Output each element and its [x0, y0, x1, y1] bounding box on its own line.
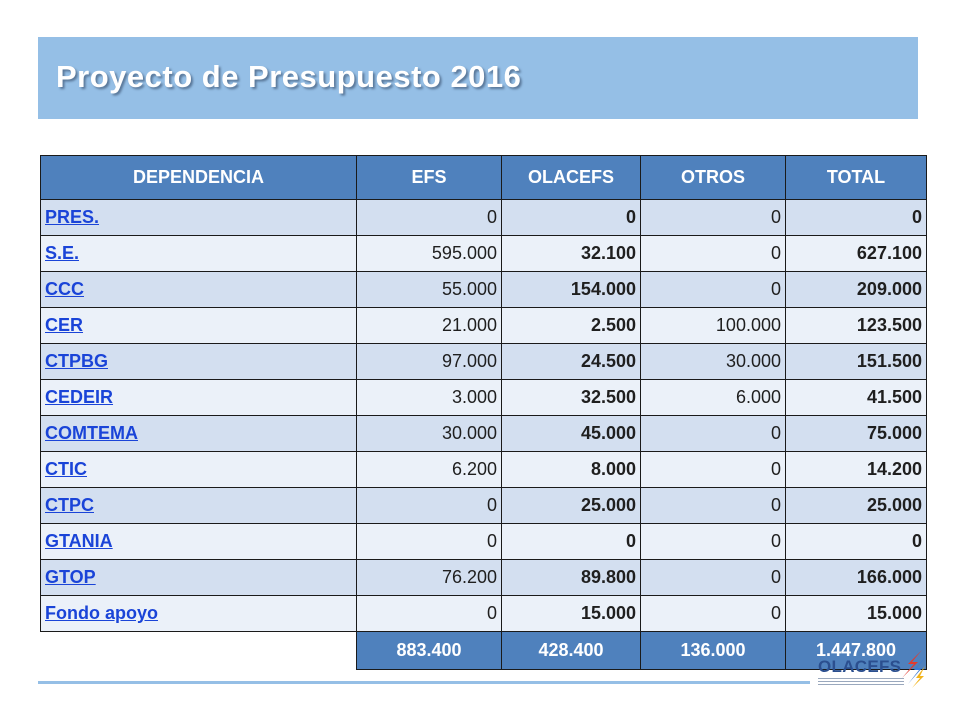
totals-blank-cell: [41, 632, 357, 670]
header-dependencia: DEPENDENCIA: [41, 156, 357, 200]
cell-otros: 100.000: [641, 308, 786, 344]
header-otros: OTROS: [641, 156, 786, 200]
table-row: [41, 380, 927, 416]
cell-efs: 0: [357, 524, 502, 560]
cell-otros: 0: [641, 236, 786, 272]
table-row: [41, 236, 927, 272]
total-otros: 136.000: [641, 632, 786, 670]
dependencia-link[interactable]: CTPBG: [45, 351, 108, 371]
cell-otros: 0: [641, 200, 786, 236]
cell-efs: 6.200: [357, 452, 502, 488]
cell-olacefs: 0: [502, 200, 641, 236]
header-total: TOTAL: [786, 156, 927, 200]
cell-otros: 0: [641, 524, 786, 560]
cell-efs: 21.000: [357, 308, 502, 344]
cell-otros: 6.000: [641, 380, 786, 416]
cell-efs: 30.000: [357, 416, 502, 452]
cell-olacefs: 32.100: [502, 236, 641, 272]
header-olacefs: OLACEFS: [502, 156, 641, 200]
cell-total: 627.100: [786, 236, 927, 272]
dependencia-link[interactable]: Fondo apoyo: [45, 603, 158, 623]
cell-efs: 76.200: [357, 560, 502, 596]
logo-name: OLACEFS: [818, 657, 902, 676]
cell-olacefs: 154.000: [502, 272, 641, 308]
cell-total: 151.500: [786, 344, 927, 380]
cell-total: 166.000: [786, 560, 927, 596]
footer-divider: [38, 681, 810, 684]
dependencia-link[interactable]: GTOP: [45, 567, 96, 587]
cell-olacefs: 8.000: [502, 452, 641, 488]
cell-olacefs: 15.000: [502, 596, 641, 632]
cell-efs: 0: [357, 488, 502, 524]
cell-olacefs: 89.800: [502, 560, 641, 596]
header-efs: EFS: [357, 156, 502, 200]
cell-total: 25.000: [786, 488, 927, 524]
table-row: [41, 272, 927, 308]
cell-olacefs: 25.000: [502, 488, 641, 524]
cell-otros: 0: [641, 596, 786, 632]
table-row: [41, 344, 927, 380]
logo-tagline-lines: [818, 678, 904, 686]
cell-total: 123.500: [786, 308, 927, 344]
cell-efs: 595.000: [357, 236, 502, 272]
cell-total: 0: [786, 524, 927, 560]
olacefs-logo: [818, 648, 924, 690]
cell-total: 75.000: [786, 416, 927, 452]
dependencia-link[interactable]: CER: [45, 315, 84, 335]
dependencia-link[interactable]: CTIC: [45, 459, 87, 479]
cell-total: 209.000: [786, 272, 927, 308]
cell-total: 41.500: [786, 380, 927, 416]
page-title: Proyecto de Presupuesto 2016: [56, 59, 522, 94]
cell-otros: 0: [641, 560, 786, 596]
table-row: [41, 308, 927, 344]
dependencia-link[interactable]: COMTEMA: [45, 423, 138, 443]
table-row: [41, 488, 927, 524]
dependencia-link[interactable]: GTANIA: [45, 531, 113, 551]
dependencia-link[interactable]: CEDEIR: [45, 387, 114, 407]
cell-efs: 97.000: [357, 344, 502, 380]
cell-total: 15.000: [786, 596, 927, 632]
cell-efs: 0: [357, 596, 502, 632]
cell-olacefs: 24.500: [502, 344, 641, 380]
table-row: [41, 452, 927, 488]
dependencia-link[interactable]: PRES.: [45, 207, 100, 227]
table-row: [41, 416, 927, 452]
dependencia-link[interactable]: S.E.: [45, 243, 80, 263]
cell-otros: 0: [641, 416, 786, 452]
cell-olacefs: 0: [502, 524, 641, 560]
dependencia-link[interactable]: CTPC: [45, 495, 94, 515]
total-olacefs: 428.400: [502, 632, 641, 670]
budget-table: [40, 155, 927, 670]
cell-total: 0: [786, 200, 927, 236]
cell-otros: 0: [641, 272, 786, 308]
cell-olacefs: 45.000: [502, 416, 641, 452]
dependencia-link[interactable]: CCC: [45, 279, 84, 299]
cell-efs: 55.000: [357, 272, 502, 308]
cell-olacefs: 2.500: [502, 308, 641, 344]
total-efs: 883.400: [357, 632, 502, 670]
table-header-row: [41, 156, 927, 200]
cell-otros: 0: [641, 488, 786, 524]
logo-mark-icon: [898, 648, 928, 690]
cell-efs: 0: [357, 200, 502, 236]
grand-total: 1.447.800: [786, 632, 927, 670]
table-row: [41, 596, 927, 632]
table-row: [41, 560, 927, 596]
cell-efs: 3.000: [357, 380, 502, 416]
cell-otros: 0: [641, 452, 786, 488]
cell-olacefs: 32.500: [502, 380, 641, 416]
table-row: [41, 524, 927, 560]
cell-otros: 30.000: [641, 344, 786, 380]
cell-total: 14.200: [786, 452, 927, 488]
totals-row: [41, 632, 927, 670]
table-row: [41, 200, 927, 236]
title-bar: [38, 37, 918, 119]
